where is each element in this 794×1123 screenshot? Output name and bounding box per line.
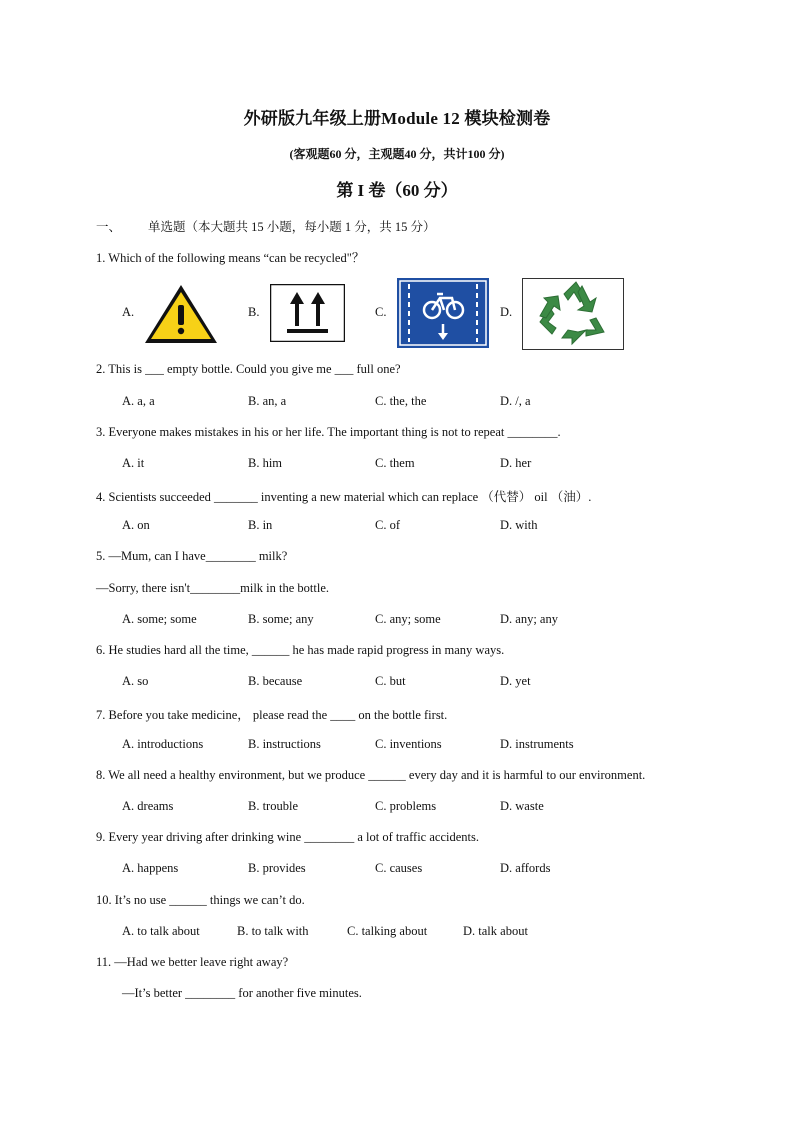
- this-way-up-arrows-icon: [270, 284, 345, 342]
- option-a: A. a, a: [122, 394, 155, 408]
- option-c: C. talking about: [347, 924, 428, 938]
- option-a-label: A.: [122, 305, 135, 319]
- option-b: B. provides: [248, 861, 306, 875]
- question-3: 3. Everyone makes mistakes in his or her life. The important thing is not to repeat ________.: [96, 425, 561, 439]
- option-a: A. some; some: [122, 612, 197, 626]
- option-d: D. instruments: [500, 737, 574, 751]
- page-title: 外研版九年级上册Module 12 模块检测卷: [243, 109, 551, 128]
- warning-sign-icon: [143, 283, 219, 345]
- bicycle-lane-sign-icon: [397, 278, 489, 348]
- question-7: 7. Before you take medicine， please read the ____ on the bottle first.: [96, 708, 448, 722]
- section-number: 一、: [96, 220, 122, 234]
- score-summary: (客观题60 分，主观题40 分，共计100 分): [289, 147, 505, 161]
- recycle-symbol-icon: [522, 278, 624, 350]
- question-8: 8. We all need a healthy environment, but we produce ______ every day and it is harmful to our environment.: [96, 768, 646, 782]
- question-11-reply: —It’s better ________ for another five minutes.: [122, 986, 362, 1000]
- option-b-label: B.: [248, 305, 260, 319]
- option-b: B. because: [248, 674, 303, 688]
- option-d-label: D.: [500, 305, 513, 319]
- volume-heading: 第 I 卷（60 分）: [336, 181, 458, 200]
- option-b: B. to talk with: [237, 924, 309, 938]
- option-c: C. inventions: [375, 737, 442, 751]
- question-11: 11. —Had we better leave right away?: [96, 955, 289, 969]
- question-2: 2. This is ___ empty bottle. Could you give me ___ full one?: [96, 362, 401, 376]
- option-b: B. an, a: [248, 394, 287, 408]
- question-4: 4. Scientists succeeded _______ inventing a new material which can replace （代替） oil （油）.: [96, 490, 592, 504]
- option-b: B. some; any: [248, 612, 314, 626]
- option-b: B. him: [248, 456, 283, 470]
- option-c-label: C.: [375, 305, 387, 319]
- option-c: C. of: [375, 518, 400, 532]
- option-c: C. them: [375, 456, 415, 470]
- option-d: D. her: [500, 456, 532, 470]
- option-a: A. to talk about: [122, 924, 200, 938]
- option-a: A. on: [122, 518, 150, 532]
- option-d: D. affords: [500, 861, 551, 875]
- option-d: D. any; any: [500, 612, 558, 626]
- option-a: A. happens: [122, 861, 179, 875]
- option-c: C. problems: [375, 799, 437, 813]
- option-a: A. introductions: [122, 737, 204, 751]
- question-9: 9. Every year driving after drinking wine ________ a lot of traffic accidents.: [96, 830, 479, 844]
- option-d: D. /, a: [500, 394, 531, 408]
- question-6: 6. He studies hard all the time, ______ he has made rapid progress in many ways.: [96, 643, 505, 657]
- option-d: D. waste: [500, 799, 544, 813]
- section-text: 单选题（本大题共 15 小题，每小题 1 分，共 15 分）: [148, 220, 436, 234]
- question-10: 10. It’s no use ______ things we can’t do.: [96, 893, 305, 907]
- option-d: D. with: [500, 518, 538, 532]
- option-b: B. in: [248, 518, 273, 532]
- option-d: D. yet: [500, 674, 531, 688]
- option-d: D. talk about: [463, 924, 528, 938]
- question-1: 1. Which of the following means “can be recycled"？: [96, 251, 365, 265]
- section-heading: [96, 217, 436, 235]
- question-5-reply: —Sorry, there isn't________milk in the bottle.: [96, 581, 330, 595]
- option-a: A. so: [122, 674, 149, 688]
- option-c: C. but: [375, 674, 406, 688]
- option-b: B. trouble: [248, 799, 298, 813]
- option-c: C. the, the: [375, 394, 427, 408]
- option-c: C. causes: [375, 861, 423, 875]
- option-a: A. it: [122, 456, 145, 470]
- option-b: B. instructions: [248, 737, 321, 751]
- question-5: 5. —Mum, can I have________ milk?: [96, 549, 288, 563]
- option-c: C. any; some: [375, 612, 441, 626]
- option-a: A. dreams: [122, 799, 174, 813]
